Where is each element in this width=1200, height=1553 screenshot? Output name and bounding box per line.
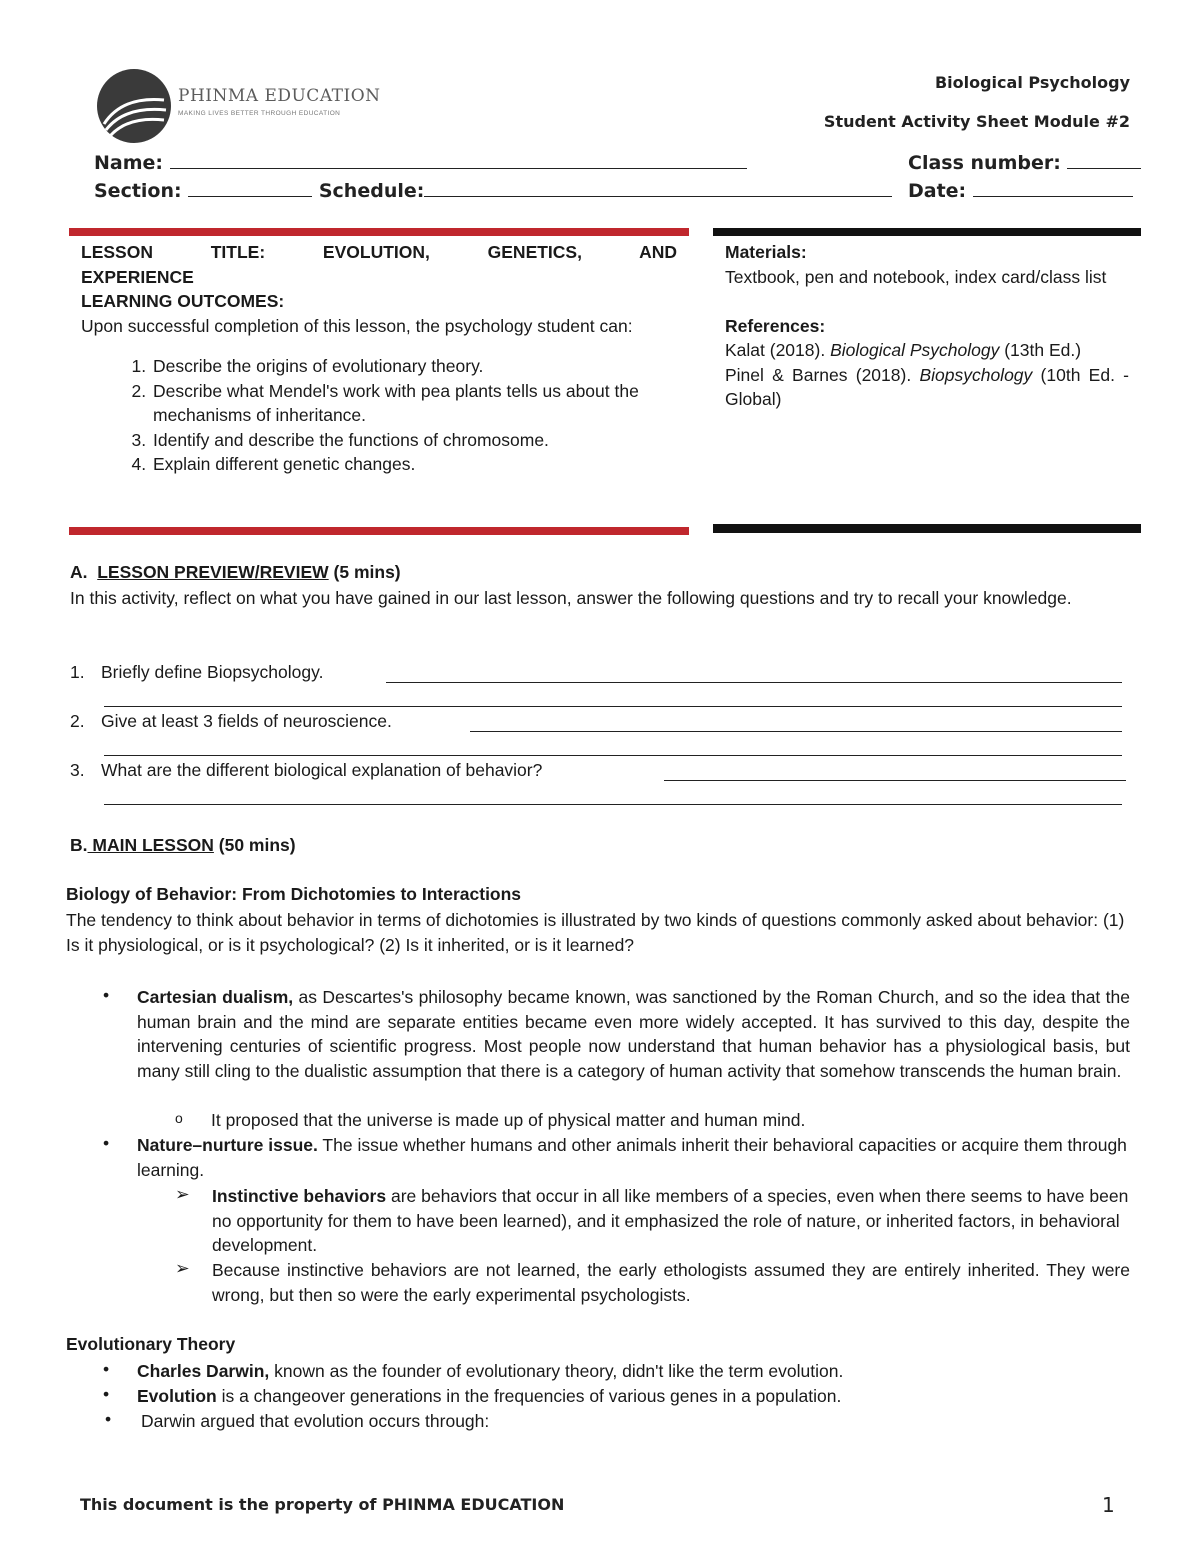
section-field <box>94 178 892 202</box>
class-number-label: Class number: <box>908 152 1061 174</box>
cartesian-paragraph: Cartesian dualism, as Descartes's philosophy became known, was sanctioned by the Roman Church, and so the idea that the human brain and the mind are separate entities became even more widely accepted. It has survived to this day, despite the intervening centuries of scientific progress. Most people now understand that human behavior has a physiological basis, but many still cling to the dualistic assumption that there is a category of human activity that somehow transcends the human brain. <box>137 987 1130 1081</box>
circle-bullet-icon: o <box>175 1110 183 1126</box>
answer-line-3b[interactable] <box>104 804 1122 805</box>
references-heading: References: <box>725 315 826 336</box>
module-title: Student Activity Sheet Module #2 <box>823 112 1130 131</box>
left-bottom-rule <box>69 527 689 535</box>
materials-heading: Materials: <box>725 242 807 262</box>
biology-heading: Biology of Behavior: From Dichotomies to Interactions <box>66 884 522 904</box>
logo-wordmark: PHINMA EDUCATION <box>178 86 381 106</box>
answer-line-1b[interactable] <box>104 706 1122 707</box>
lesson-box <box>81 240 677 477</box>
schedule-label: Schedule: <box>318 180 425 202</box>
question-2: 2. <box>70 711 85 731</box>
section-input-line[interactable] <box>188 178 312 197</box>
list-item: 1. Describe the origins of evolutionary theory. <box>151 354 677 379</box>
course-title: Biological Psychology <box>934 73 1130 92</box>
right-top-rule <box>713 228 1141 236</box>
darwin-item: Charles Darwin, known as the founder of evolutionary theory, didn't like the term evolution. <box>137 1361 844 1381</box>
date-input-line[interactable] <box>973 178 1133 197</box>
name-field <box>94 150 747 174</box>
biology-intro: The tendency to think about behavior in terms of dichotomies is illustrated by two kinds of questions commonly asked about behavior: (1) Is it physiological, or is it psychological? (2) Is it inherited, or is it learned? <box>66 910 1125 955</box>
date-field <box>908 178 1133 202</box>
section-a-title: LESSON PREVIEW/REVIEW <box>97 562 329 582</box>
outcomes-list <box>81 354 677 477</box>
footer-text: This document is the property of PHINMA EDUCATION <box>80 1495 565 1514</box>
section-b-heading: B. MAIN LESSON (50 mins) <box>70 835 296 855</box>
question-3-text: What are the different biological explanation of behavior? <box>101 760 543 780</box>
list-item: 4. Explain different genetic changes. <box>151 452 677 477</box>
right-bottom-rule <box>713 524 1141 533</box>
question-3: 3. <box>70 760 85 780</box>
learning-outcomes-heading: LEARNING OUTCOMES: <box>81 291 285 311</box>
section-b-title: MAIN LESSON <box>87 835 214 855</box>
question-1-text: Briefly define Biopsychology. <box>101 662 324 682</box>
name-input-line[interactable] <box>170 150 747 169</box>
lesson-title-line1: LESSON TITLE: EVOLUTION, GENETICS, AND <box>81 242 677 262</box>
evolution-item: Evolution is a changeover generations in the frequencies of various genes in a population. <box>137 1386 842 1406</box>
materials-box <box>725 240 1129 412</box>
question-2-text: Give at least 3 fields of neuroscience. <box>101 711 392 731</box>
list-item: 2. Describe what Mendel's work with pea plants tells us about the mechanisms of inheritance. <box>151 379 677 428</box>
question-1: 1. <box>70 662 85 682</box>
list-item: 3. Identify and describe the functions of chromosome. <box>151 428 677 453</box>
phinma-logo <box>94 66 381 146</box>
arrow-bullet-icon: ➢ <box>175 1184 190 1204</box>
bullet-icon: • <box>103 985 110 1005</box>
materials-text: Textbook, pen and notebook, index card/class list <box>725 266 1107 287</box>
class-number-input-line[interactable] <box>1067 150 1141 169</box>
name-label: Name: <box>94 152 164 174</box>
phinma-logo-icon <box>94 66 174 146</box>
bullet-icon: • <box>103 1384 110 1404</box>
section-a-heading: A. LESSON PREVIEW/REVIEW (5 mins) <box>70 562 401 582</box>
outcomes-intro: Upon successful completion of this lesson, the psychology student can: <box>81 315 633 336</box>
answer-line-1a[interactable] <box>386 682 1122 683</box>
nature-paragraph: Nature–nurture issue. The issue whether humans and other animals inherit their behavioral capacities or acquire them through learning. <box>137 1135 1127 1180</box>
answer-line-2a[interactable] <box>470 731 1122 732</box>
answer-line-3a[interactable] <box>664 780 1126 781</box>
date-label: Date: <box>908 180 967 202</box>
lesson-title-line2: EXPERIENCE <box>81 266 194 287</box>
left-top-rule <box>69 228 689 236</box>
reference-2: Pinel & Barnes (2018). Biopsychology (10th Ed. - Global) <box>725 364 1129 409</box>
bullet-icon: • <box>103 1359 110 1379</box>
schedule-input-line[interactable] <box>424 178 892 197</box>
cartesian-subpoint: It proposed that the universe is made up of physical matter and human mind. <box>211 1110 806 1130</box>
reference-1: Kalat (2018). Biological Psychology (13th Ed.) <box>725 340 1082 360</box>
logo-tagline: MAKING LIVES BETTER THROUGH EDUCATION <box>178 110 341 117</box>
page-number: 1 <box>1102 1493 1115 1517</box>
answer-line-2b[interactable] <box>104 755 1122 756</box>
section-a-intro: In this activity, reflect on what you have gained in our last lesson, answer the following questions and try to recall your knowledge. <box>70 588 1072 608</box>
instinct-paragraph: Instinctive behaviors are behaviors that occur in all like members of a species, even when there seems to have been no opportunity for them to have been learned), and it emphasized the role of nature, or inherited factors, in behavioral development. <box>212 1186 1129 1255</box>
darwin-argued-item: Darwin argued that evolution occurs through: <box>141 1411 490 1431</box>
arrow-bullet-icon: ➢ <box>175 1258 190 1278</box>
section-label: Section: <box>94 180 182 202</box>
bullet-icon: • <box>103 1133 110 1153</box>
class-number-field <box>908 150 1141 174</box>
bullet-icon: • <box>105 1409 112 1429</box>
because-paragraph: Because instinctive behaviors are not learned, the early ethologists assumed they are entirely inherited. They were wrong, but then so were the early experimental psychologists. <box>212 1260 1130 1305</box>
evolution-heading: Evolutionary Theory <box>66 1334 236 1354</box>
